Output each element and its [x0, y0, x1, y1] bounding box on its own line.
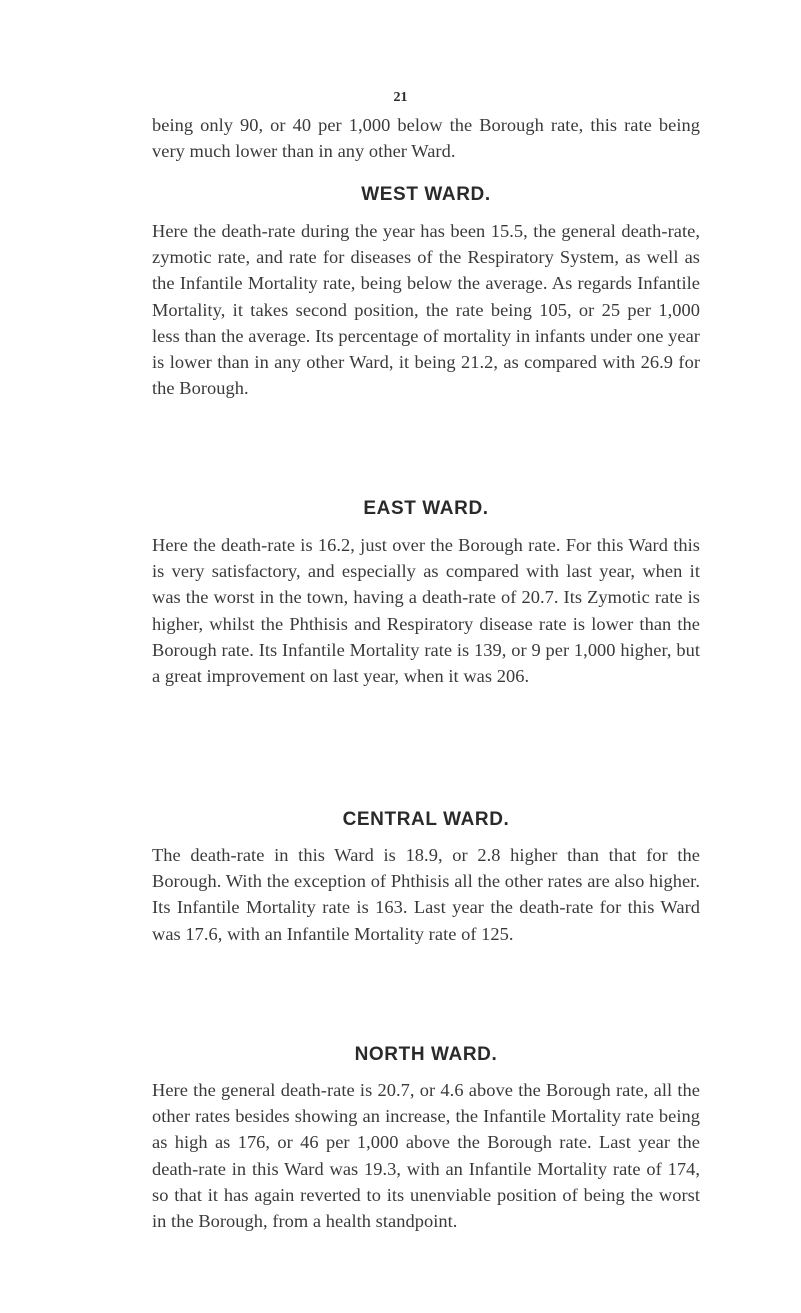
- east-ward-body-block: [152, 532, 700, 689]
- west-ward-heading: WEST WARD.: [361, 184, 491, 205]
- north-ward-body-block: [152, 1077, 700, 1234]
- west-ward-body-block: [152, 218, 700, 401]
- west-ward-paragraph: Here the death-rate during the year has been 15.5, the general death-rate, zymotic rate, and rate for diseases of the Respiratory System, as well as the Infantile Mortality rate, being below the average. As regards Infantile Mortality, it takes second position, the rate being 105, or 25 per 1,000 less than the average. Its percentage of mortality in infants under one year is lower than in any other Ward, it being 21.2, as compared with 26.9 for the Borough.: [152, 221, 700, 399]
- north-ward-heading-block: [152, 1043, 700, 1067]
- intro-paragraph: being only 90, or 40 per 1,000 below the Borough rate, this rate being very much lower than in any other Ward.: [152, 115, 700, 162]
- central-ward-heading-block: [152, 808, 700, 832]
- page-number: 21: [393, 90, 408, 105]
- east-ward-heading-block: [152, 497, 700, 521]
- west-ward-heading-block: [152, 183, 700, 207]
- intro-paragraph-block: [152, 112, 700, 164]
- east-ward-paragraph: Here the death-rate is 16.2, just over the Borough rate. For this Ward this is very satisfactory, and especially as compared with last year, when it was the worst in the town, having a death-rate of 20.7. Its Zymotic rate is higher, whilst the Phthisis and Respiratory disease rate is lower than the Borough rate. Its Infantile Mortality rate is 139, or 9 per 1,000 higher, but a great improvement on last year, when it was 206.: [152, 535, 700, 687]
- central-ward-heading: CENTRAL WARD.: [342, 809, 510, 830]
- east-ward-heading: EAST WARD.: [363, 498, 489, 519]
- central-ward-paragraph: The death-rate in this Ward is 18.9, or 2.8 higher than that for the Borough. With the exception of Phthisis all the other rates are also higher. Its Infantile Mortality rate is 163. Last year the death-rate for this Ward was 17.6, with an Infantile Mortality rate of 125.: [152, 845, 700, 944]
- north-ward-heading: NORTH WARD.: [354, 1044, 498, 1065]
- central-ward-body-block: [152, 842, 700, 947]
- north-ward-paragraph: Here the general death-rate is 20.7, or 4.6 above the Borough rate, all the other rates besides showing an increase, the Infantile Mortality rate being as high as 176, or 46 per 1,000 above the Borough rate. Last year the death-rate in this Ward was 19.3, with an Infantile Mortality rate of 174, so that it has again reverted to its unenviable position of being the worst in the Borough, from a health standpoint.: [152, 1080, 700, 1232]
